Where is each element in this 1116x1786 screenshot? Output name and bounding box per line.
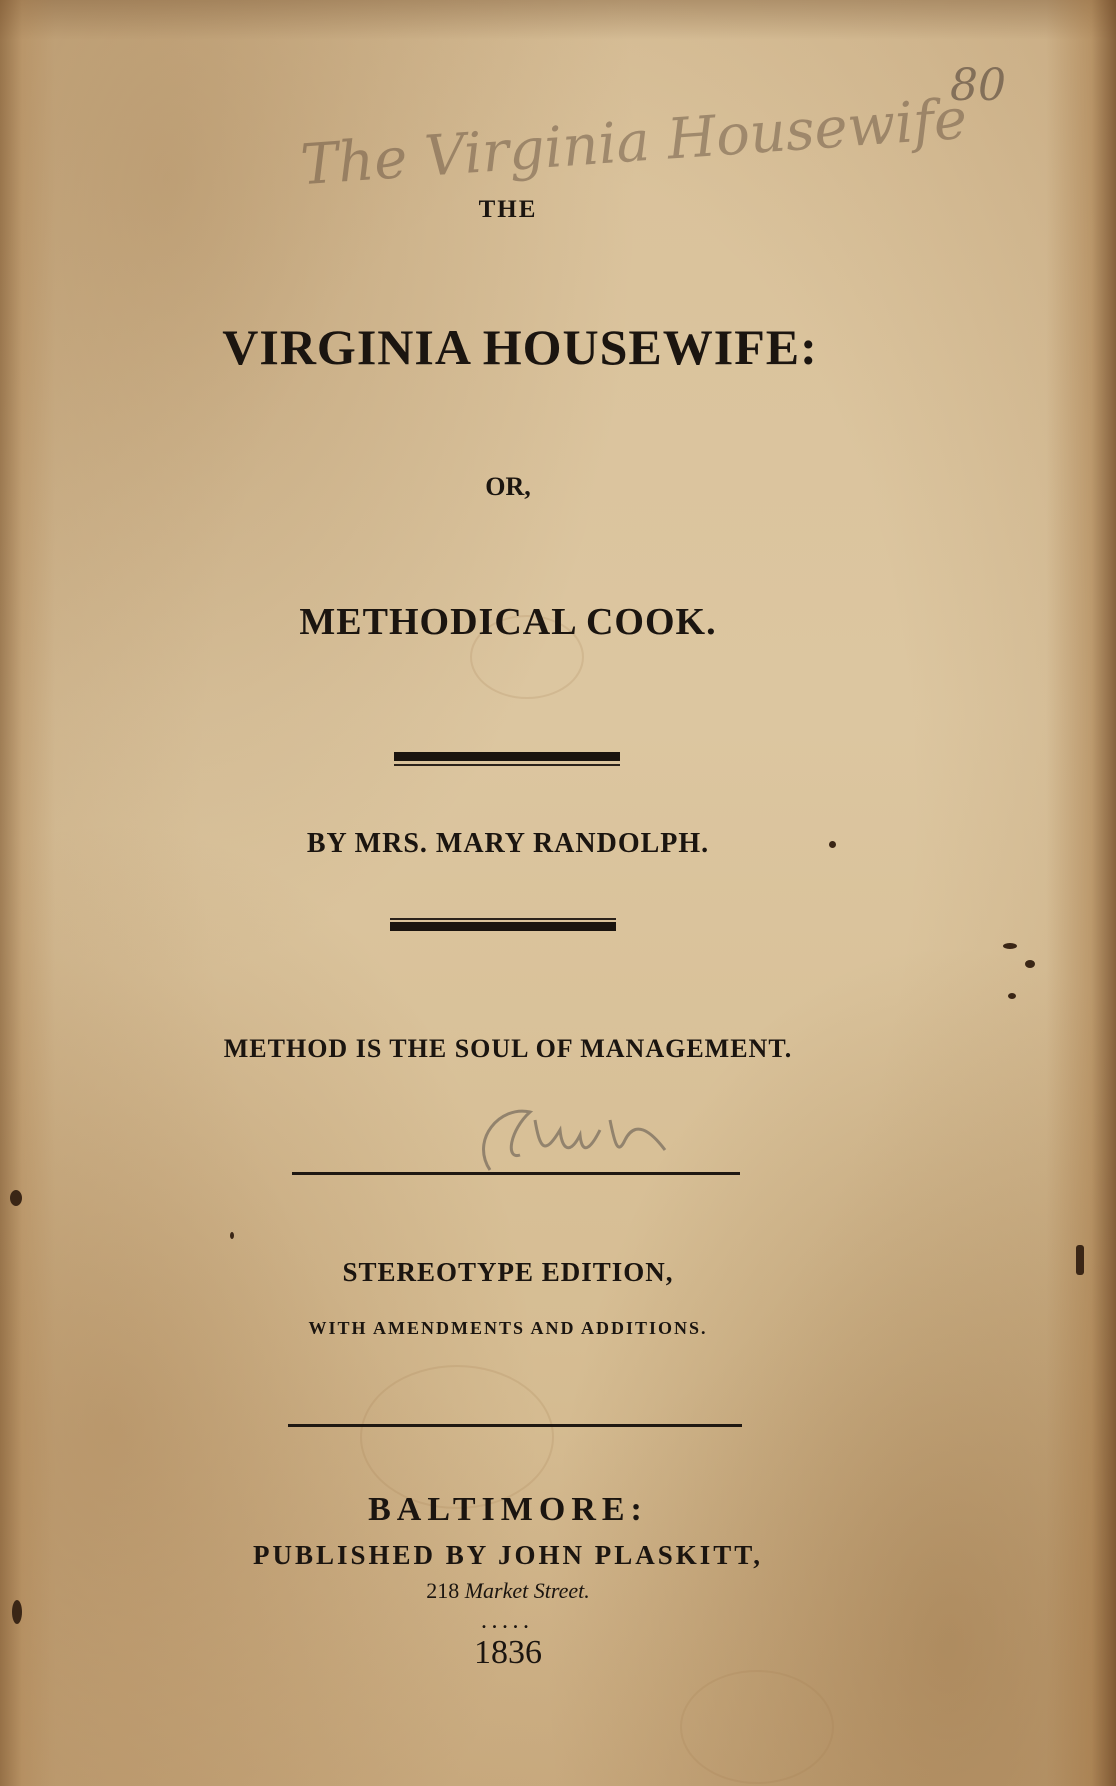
street-number: 218	[426, 1578, 460, 1603]
ink-speck	[1008, 993, 1016, 999]
pencil-shelf-number: 80	[950, 60, 1006, 111]
publisher-line: PUBLISHED BY JOHN PLASKITT,	[252, 1540, 764, 1570]
street-name: Market Street.	[464, 1578, 590, 1603]
page-edge-top	[0, 0, 1116, 40]
edition-line: STEREOTYPE EDITION,	[342, 1257, 674, 1287]
ink-speck	[1076, 1245, 1084, 1275]
author-line: BY MRS. MARY RANDOLPH.	[306, 828, 710, 859]
single-rule-1	[292, 1172, 740, 1175]
ink-speck	[12, 1600, 22, 1624]
title-conjunction: OR,	[485, 472, 531, 501]
publication-year: 1836	[474, 1634, 542, 1671]
pencil-inscription: The Virginia Housewife	[298, 86, 970, 199]
motto: METHOD IS THE SOUL OF MANAGEMENT.	[223, 1034, 793, 1063]
ink-speck	[10, 1190, 22, 1206]
pencil-signature	[450, 1100, 690, 1180]
double-rule-upper	[394, 752, 620, 768]
paper-stain	[360, 1365, 554, 1509]
publication-city: BALTIMORE:	[368, 1491, 648, 1528]
ink-speck	[829, 841, 836, 848]
book-title: VIRGINIA HOUSEWIFE:	[222, 319, 818, 375]
ink-speck	[230, 1232, 234, 1239]
ink-speck	[1003, 943, 1017, 949]
amendments-line: WITH AMENDMENTS AND ADDITIONS.	[308, 1318, 708, 1338]
ink-speck	[1025, 960, 1035, 968]
page-edge-right	[1046, 0, 1116, 1786]
single-rule-2	[288, 1424, 742, 1427]
ornament-dots: .....	[481, 1612, 535, 1632]
paper-stain	[680, 1670, 834, 1784]
publisher-address	[0, 1578, 1016, 1604]
title-article: THE	[478, 196, 538, 223]
book-subtitle: METHODICAL COOK.	[299, 601, 717, 643]
double-rule-lower	[390, 918, 616, 934]
